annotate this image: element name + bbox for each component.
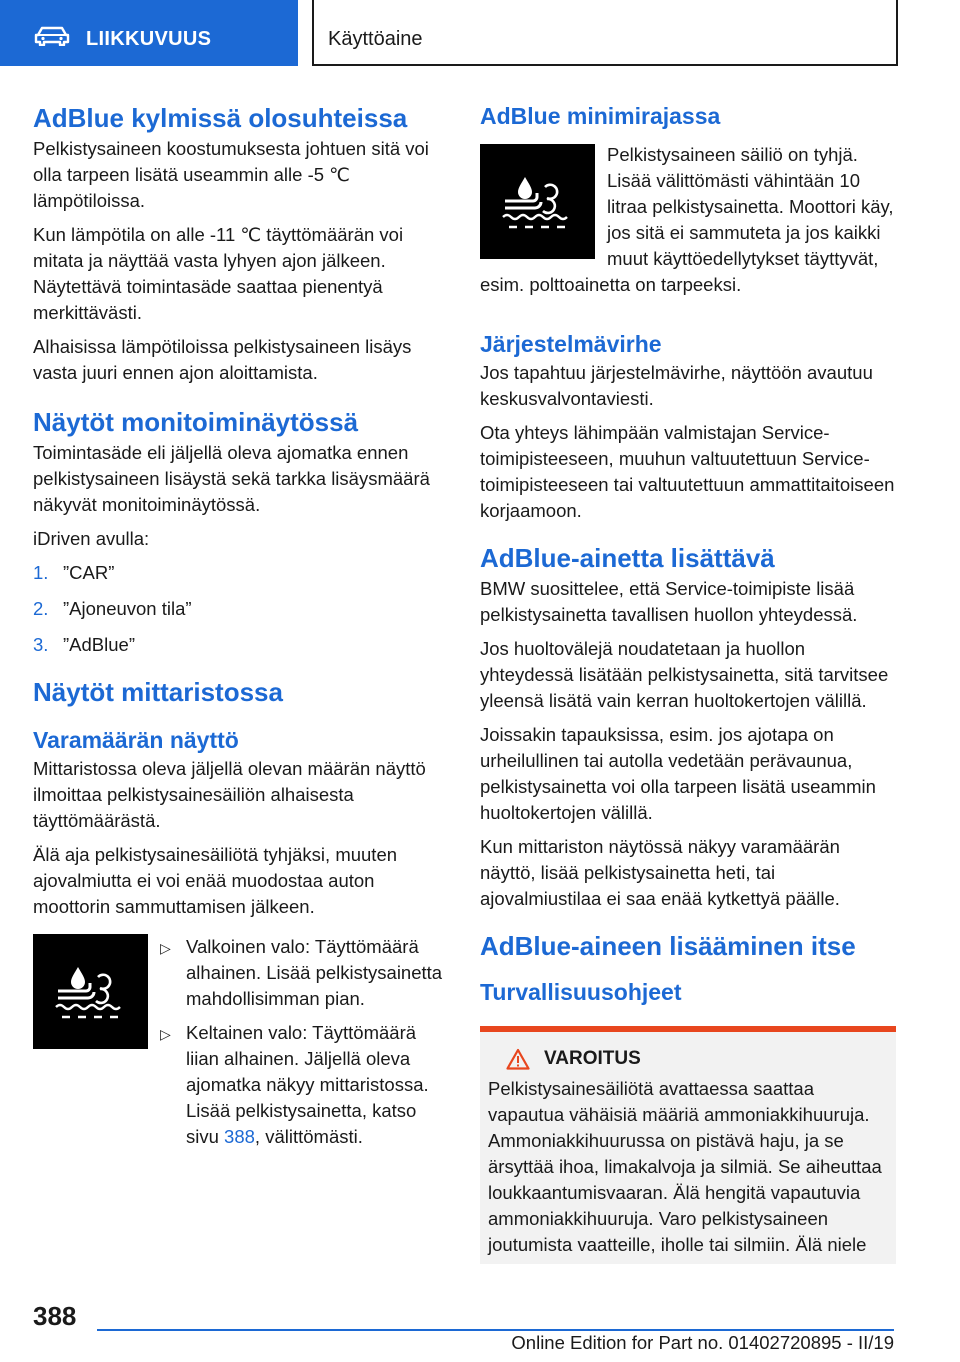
heading-safety-notes: Turvallisuusohjeet	[480, 979, 682, 1005]
paragraph: Joissakin tapauksissa, esim. jos ajotapa on urheilullinen tai autolla vedetään perävaunua, pelkistysainetta voi olla tarpeen lisätä useammin huoltokertojen välillä.	[480, 724, 876, 823]
heading-system-error: Järjestelmävirhe	[480, 331, 662, 357]
heading-adblue-cold: AdBlue kylmissä olosuhteissa	[33, 103, 408, 133]
minimum-block	[480, 142, 896, 306]
list-item	[33, 596, 449, 622]
warning-text: Pelkistysainesäiliötä avattaessa saattaa vapautua vähäisiä määriä ammoniakkihuuruja. Ammoniakkihuurussa on pistävä haju, ja se ärsyttää ihoa, limakalvoja ja silmiä. Se aiheuttaa loukkaantumisvaaran. Älä hengitä vapautuvia ammoniakkihuuruja. Varo pelkistysaineen joutumista vaatteille, iholle tai silmiin. Älä niele	[488, 1078, 882, 1255]
paragraph: Jos huoltovälejä noudatetaan ja huollon yhteydessä lisätään pelkistysainetta, sitä tarvitsee yleensä lisätä vain kerran huoltokertojen välillä.	[480, 638, 889, 711]
heading-adblue-minimum: AdBlue minimirajassa	[480, 103, 721, 129]
bullet-text-part: Keltainen valo: Täyttömäärä liian alhainen. Jäljellä oleva ajomatka näkyy mittaristossa. Lisää pelkistysainetta, katso sivu	[186, 1022, 429, 1147]
indicator-block	[33, 934, 449, 1158]
heading-adblue-refill-required: AdBlue-ainetta lisättävä	[480, 543, 775, 573]
heading-multifunction-display: Näytöt monitoiminäytössä	[33, 407, 359, 437]
bullet-text-part: , välittömästi.	[254, 1126, 363, 1147]
paragraph: Jos tapahtuu järjestelmävirhe, näyttöön avautuu keskusvalvontaviesti.	[480, 362, 873, 409]
list-item	[33, 560, 449, 586]
footer-divider	[97, 1329, 894, 1331]
adblue-warning-icon	[33, 934, 148, 1049]
left-column	[33, 100, 449, 1158]
warning-triangle-icon	[506, 1048, 530, 1070]
paragraph: Kun lämpötila on alle -11 ℃ täyttömäärän voi mitata ja näyttää vasta lyhyen ajon jälkeen. Näytettävä toimintasäde saattaa pienentyä merkittävästi.	[33, 224, 404, 323]
step-number: 3.	[33, 634, 49, 655]
page-reference-link[interactable]: 388	[224, 1126, 255, 1147]
step-number: 2.	[33, 598, 49, 619]
paragraph: Kun mittariston näytössä näkyy varamäärän näyttö, lisää pelkistysainetta heti, tai ajovalmiustilaa ei saa enää kytkettyä päälle.	[480, 836, 840, 909]
step-text: ”CAR”	[63, 562, 115, 583]
right-column	[480, 100, 896, 1264]
breadcrumb-label: Käyttöaine	[328, 28, 423, 50]
adblue-minimum-icon	[480, 144, 595, 259]
paragraph: Alhaisissa lämpötiloissa pelkistysaineen lisäys vasta juuri ennen ajon aloittamista.	[33, 336, 412, 383]
chapter-tab[interactable]	[0, 0, 298, 66]
page-number: 388	[33, 1301, 77, 1331]
heading-instrument-cluster: Näytöt mittaristossa	[33, 677, 283, 707]
warning-title: VAROITUS	[544, 1048, 641, 1069]
step-number: 1.	[33, 562, 49, 583]
triangle-bullet-icon: ▷	[160, 940, 171, 956]
paragraph: Pelkistysaineen koostumuksesta johtuen sitä voi olla tarpeen lisätä useammin alle -5 ℃ lämpötiloissa.	[33, 138, 429, 211]
step-list	[33, 560, 449, 658]
paragraph: Ota yhteys lähimpään valmistajan Service-toimipisteeseen, muuhun valtuutettuun Service-toimipisteeseen tai valtuutettuun ammattitaitoiseen korjaamoon.	[480, 422, 895, 521]
breadcrumb	[312, 0, 898, 66]
list-item	[33, 632, 449, 658]
chapter-label: LIIKKUVUUS	[86, 28, 212, 50]
footer-edition: Online Edition for Part no. 01402720895 - II/19	[511, 1332, 894, 1353]
bullet-text: Valkoinen valo: Täyttömäärä alhainen. Lisää pelkistysainetta mahdollisimman pian.	[186, 936, 443, 1009]
heading-range-display: Varamäärän näyttö	[33, 727, 239, 753]
step-text: ”AdBlue”	[63, 634, 135, 655]
paragraph: BMW suosittelee, että Service-toimipiste lisää pelkistysainetta tavallisen huollon yhteydessä.	[480, 578, 858, 625]
list-item	[160, 934, 449, 1012]
bullet-text	[186, 1020, 449, 1150]
triangle-bullet-icon: ▷	[160, 1026, 171, 1042]
warning-title-row	[488, 1048, 888, 1070]
car-icon	[34, 26, 70, 46]
paragraph: iDriven avulla:	[33, 528, 150, 549]
paragraph: Pelkistysaineen säiliö on tyhjä. Lisää välittömästi vähintään 10 litraa pelkistysainetta. Moottori käy, jos sitä ei sammuteta ja jos kaikki muut käyttöedellytykset täyttyvät, esim. polttoainetta on tarpeeksi.	[480, 144, 894, 295]
list-item	[160, 1020, 449, 1150]
heading-refill-yourself: AdBlue-aineen lisääminen itse	[480, 931, 856, 961]
paragraph: Älä aja pelkistysainesäiliötä tyhjäksi, muuten ajovalmiutta ei voi enää muodostaa auton moottorin sammuttamisen jälkeen.	[33, 844, 398, 917]
step-text: ”Ajoneuvon tila”	[63, 598, 192, 619]
paragraph: Mittaristossa oleva jäljellä olevan määrän näyttö ilmoittaa pelkistysainesäiliön alhaisesta täyttömäärästä.	[33, 758, 426, 831]
paragraph: Toimintasäde eli jäljellä oleva ajomatka ennen pelkistysaineen lisäystä sekä tarkka lisäysmäärä näkyvät monitoiminäytössä.	[33, 442, 430, 515]
warning-box	[480, 1026, 896, 1264]
indicator-list	[160, 934, 449, 1158]
